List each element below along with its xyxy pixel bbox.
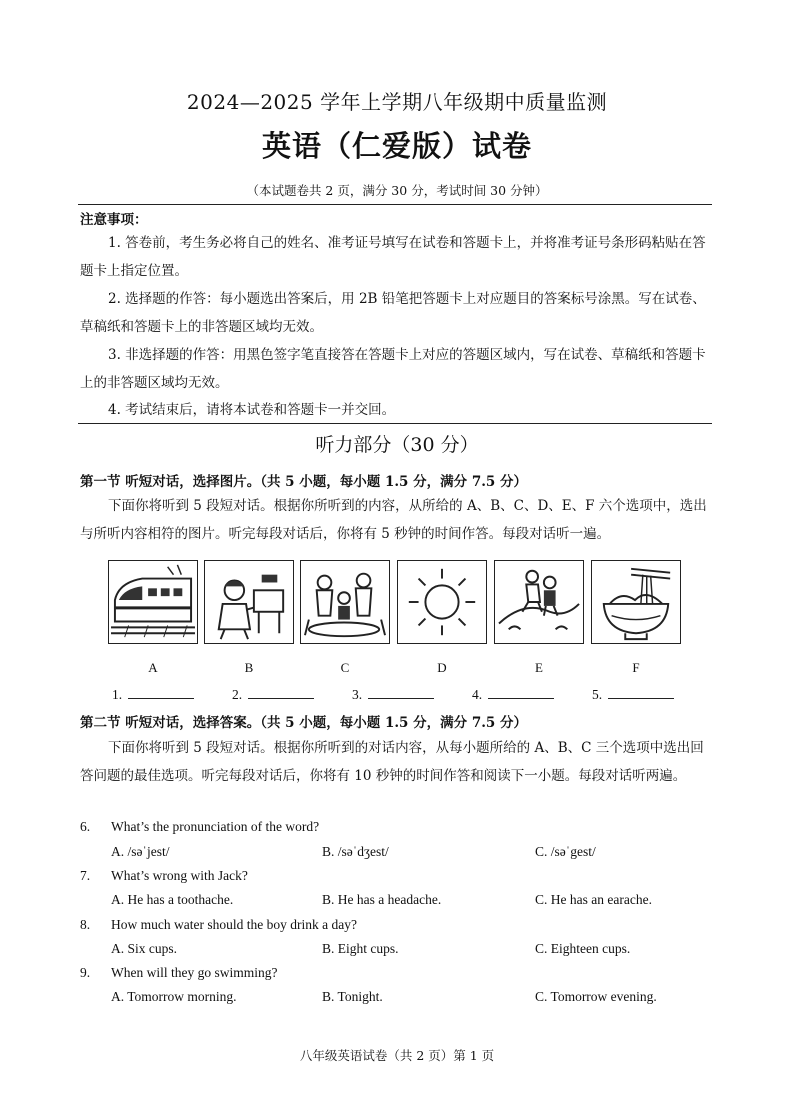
answer-blank-4[interactable]: 4.: [472, 686, 554, 703]
picture-label-d: D: [437, 660, 447, 675]
answer-blank-2[interactable]: 2.: [232, 686, 314, 703]
hiking-icon: [495, 561, 583, 643]
picture-label-a: A: [148, 660, 158, 675]
q9-option-a[interactable]: A. Tomorrow morning.: [111, 989, 237, 1004]
picture-b: [204, 560, 294, 644]
picture-label-b: B: [244, 660, 254, 675]
q6-option-c[interactable]: C. /səˈgest/: [535, 844, 596, 859]
family-picnic-icon: [301, 561, 389, 643]
q9-option-c[interactable]: C. Tomorrow evening.: [535, 989, 657, 1004]
exam-subject: 英语（仁爱版）试卷: [261, 129, 532, 163]
section2-title: 第二节 听短对话，选择答案。（共 5 小题，每小题 1.5 分，满分 7.5 分）: [80, 715, 528, 731]
picture-label-c: C: [340, 660, 350, 675]
section2-instruction: 下面你将听到 5 段短对话。根据你所听到的对话内容，从每小题所给的 A、B、C 三个选项中选出回答问题的最佳选项。听完每段对话后，你将有 10 秒钟的时间作答和阅读下一小题。每段对话听两遍。: [80, 740, 704, 784]
q7-option-c[interactable]: C. He has an earache.: [535, 892, 652, 907]
q7-option-a[interactable]: A. He has a toothache.: [111, 892, 234, 907]
page-footer: 八年级英语试卷（共 2 页）第 1 页: [299, 1048, 495, 1063]
notice-item-1: 1. 答卷前，考生务必将自己的姓名、准考证号填写在试卷和答题卡上，并将准考证号条形码粘贴在答题卡上指定位置。: [80, 235, 706, 279]
divider-top: [78, 204, 712, 205]
boy-cooking-icon: [205, 561, 293, 643]
q6-option-a[interactable]: A. /səˈjest/: [111, 844, 170, 859]
notice-item-4: 4. 考试结束后，请将本试卷和答题卡一并交回。: [108, 402, 396, 418]
noodles-icon: [592, 561, 680, 643]
q7-option-b[interactable]: B. He has a headache.: [322, 892, 442, 907]
answer-blank-3[interactable]: 3.: [352, 686, 434, 703]
section1-instruction: 下面你将听到 5 段短对话。根据你所听到的内容，从所给的 A、B、C、D、E、F 六个选项中，选出与所听内容相符的图片。听完每段对话后，你将有 5 秒钟的时间作答。每段对话听一遍。: [80, 498, 707, 542]
listening-title: 听力部分（30 分）: [315, 434, 479, 456]
notice-item-3: 3. 非选择题的作答：用黑色签字笔直接答在答题卡上对应的答题区域内，写在试卷、草稿纸和答题卡上的非答题区域均无效。: [80, 347, 706, 391]
picture-d: [397, 560, 487, 644]
question-9: 9. When will they go swimming?: [80, 965, 278, 980]
sun-icon: [398, 561, 486, 643]
picture-label-f: F: [632, 660, 640, 675]
answer-blank-1[interactable]: 1.: [112, 686, 194, 703]
picture-e: [494, 560, 584, 644]
picture-a: [108, 560, 198, 644]
q8-option-a[interactable]: A. Six cups.: [111, 941, 178, 956]
answer-blank-5[interactable]: 5.: [592, 686, 674, 703]
notice-title: 注意事项：: [80, 212, 148, 228]
question-8: 8. How much water should the boy drink a day?: [80, 917, 357, 932]
q9-option-b[interactable]: B. Tonight.: [322, 989, 383, 1004]
q8-option-b[interactable]: B. Eight cups.: [322, 941, 399, 956]
picture-c: [300, 560, 390, 644]
q6-option-b[interactable]: B. /səˈdʒest/: [322, 844, 389, 859]
picture-label-e: E: [535, 660, 543, 675]
question-7: 7. What’s wrong with Jack?: [80, 868, 248, 883]
section1-title: 第一节 听短对话，选择图片。（共 5 小题，每小题 1.5 分，满分 7.5 分）: [80, 474, 528, 490]
question-6: 6. What’s the pronunciation of the word?: [80, 819, 320, 834]
exam-info: （本试题卷共 2 页，满分 30 分，考试时间 30 分钟）: [246, 183, 548, 198]
divider-notice: [78, 423, 712, 424]
exam-title: 2024—2025 学年上学期八年级期中质量监测: [186, 90, 608, 114]
notice-item-2: 2. 选择题的作答：每小题选出答案后，用 2B 铅笔把答题卡上对应题目的答案标号涂黑。写在试卷、草稿纸和答题卡上的非答题区域均无效。: [80, 291, 706, 335]
picture-f: [591, 560, 681, 644]
train-icon: [109, 561, 197, 643]
q8-option-c[interactable]: C. Eighteen cups.: [535, 941, 631, 956]
